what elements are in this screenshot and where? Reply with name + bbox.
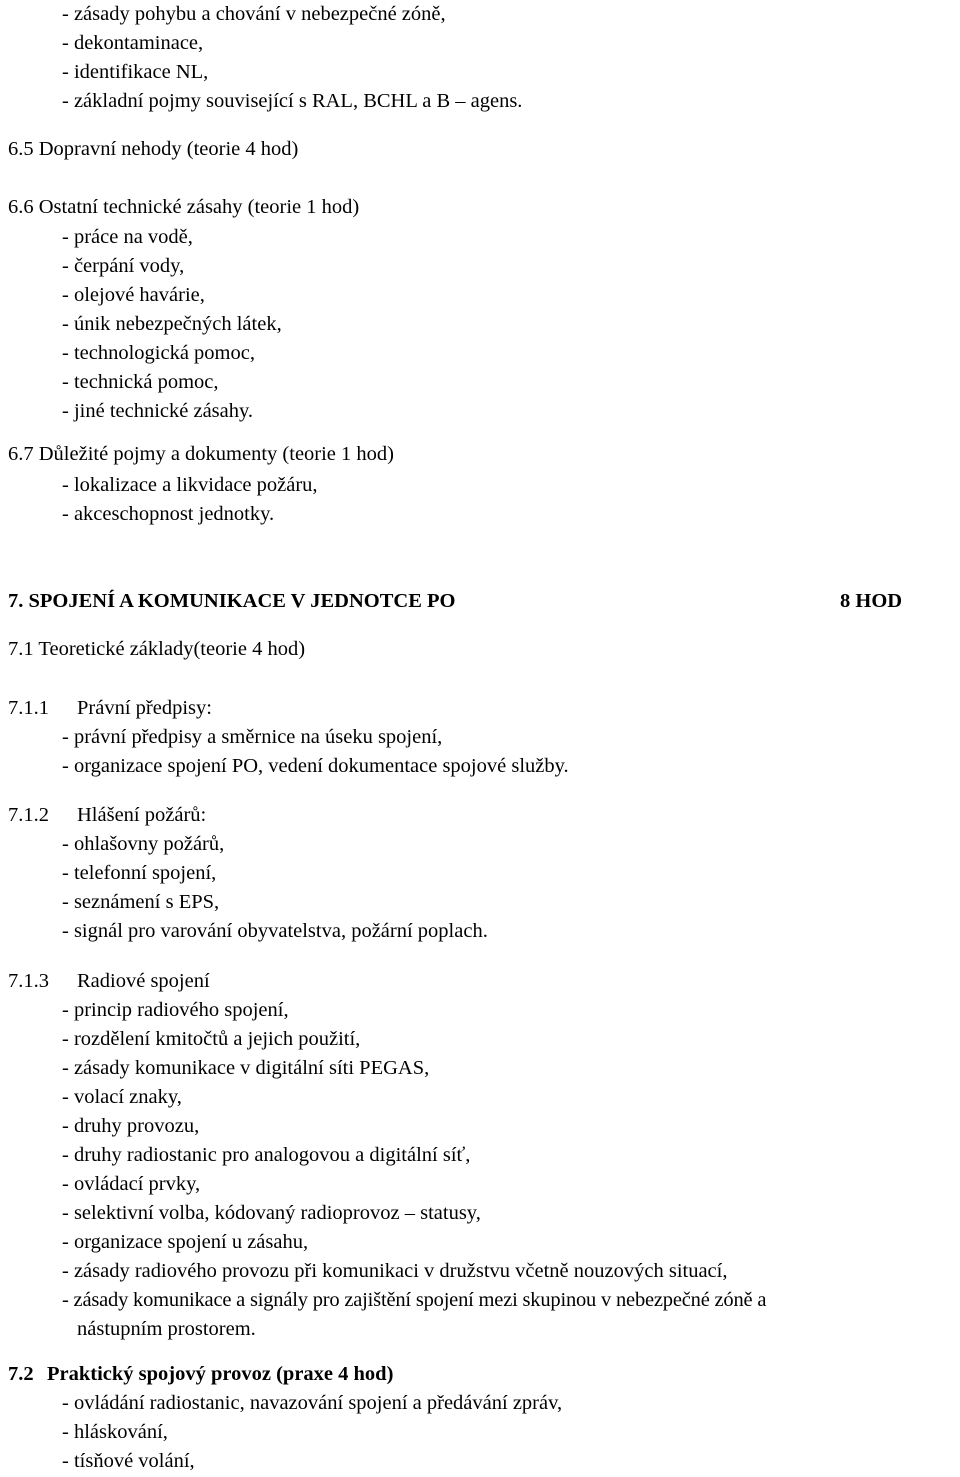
list-item: - zásady komunikace a signály pro zajištění spojení mezi skupinou v nebezpečné zóně a <box>62 1289 767 1311</box>
list-item: - technologická pomoc, <box>62 342 255 364</box>
list-item: - seznámení s EPS, <box>62 891 220 913</box>
list-item: - ohlašovny požárů, <box>62 833 225 855</box>
section-title: Praktický spojový provoz (praxe 4 hod) <box>47 1363 394 1385</box>
list-item: - hláskování, <box>62 1421 168 1443</box>
list-item: - technická pomoc, <box>62 371 219 393</box>
section-number: 7.1.1 <box>8 697 49 719</box>
chapter-7-hours: 8 HOD <box>840 590 903 612</box>
list-item: - druhy provozu, <box>62 1115 200 1137</box>
list-item: - princip radiového spojení, <box>62 999 289 1021</box>
list-item: - dekontaminace, <box>62 32 204 54</box>
section-title: Hlášení požárů: <box>77 804 207 826</box>
section-number: 7.2 <box>8 1363 34 1385</box>
chapter-7-heading: 7. SPOJENÍ A KOMUNIKACE V JEDNOTCE PO <box>8 590 456 612</box>
section-number: 7.1.2 <box>8 804 49 826</box>
section-6-5-heading: 6.5 Dopravní nehody (teorie 4 hod) <box>8 138 299 160</box>
list-item: - únik nebezpečných látek, <box>62 313 282 335</box>
list-item: - druhy radiostanic pro analogovou a digitální síť, <box>62 1144 471 1166</box>
list-item: - tísňové volání, <box>62 1450 195 1472</box>
list-item: - volací znaky, <box>62 1086 182 1108</box>
list-item: - rozdělení kmitočtů a jejich použití, <box>62 1028 361 1050</box>
section-title: Radiové spojení <box>77 970 210 992</box>
list-item: - čerpání vody, <box>62 255 185 277</box>
list-item: - základní pojmy související s RAL, BCHL a B – agens. <box>62 90 523 112</box>
list-item: - zásady pohybu a chování v nebezpečné zóně, <box>62 3 446 25</box>
list-item-continuation: nástupním prostorem. <box>77 1318 256 1340</box>
section-7-1-heading: 7.1 Teoretické základy(teorie 4 hod) <box>8 638 306 660</box>
list-item: - telefonní spojení, <box>62 862 217 884</box>
list-item: - olejové havárie, <box>62 284 205 306</box>
list-item: - lokalizace a likvidace požáru, <box>62 474 318 496</box>
list-item: - ovládání radiostanic, navazování spojení a předávání zpráv, <box>62 1392 563 1414</box>
list-item: - ovládací prvky, <box>62 1173 201 1195</box>
list-item: - právní předpisy a směrnice na úseku spojení, <box>62 726 443 748</box>
list-item: - identifikace NL, <box>62 61 209 83</box>
list-item: - organizace spojení u zásahu, <box>62 1231 309 1253</box>
section-6-7-heading: 6.7 Důležité pojmy a dokumenty (teorie 1 hod) <box>8 443 394 465</box>
list-item: - signál pro varování obyvatelstva, požární poplach. <box>62 920 488 942</box>
list-item: - organizace spojení PO, vedení dokumentace spojové služby. <box>62 755 569 777</box>
list-item: - akceschopnost jednotky. <box>62 503 275 525</box>
section-title: Právní předpisy: <box>77 697 212 719</box>
list-item: - práce na vodě, <box>62 226 193 248</box>
section-number: 7.1.3 <box>8 970 49 992</box>
list-item: - jiné technické zásahy. <box>62 400 254 422</box>
list-item: - selektivní volba, kódovaný radioprovoz – statusy, <box>62 1202 481 1224</box>
list-item: - zásady radiového provozu při komunikaci v družstvu včetně nouzových situací, <box>62 1260 728 1282</box>
list-item: - zásady komunikace v digitální síti PEGAS, <box>62 1057 430 1079</box>
section-6-6-heading: 6.6 Ostatní technické zásahy (teorie 1 hod) <box>8 196 360 218</box>
